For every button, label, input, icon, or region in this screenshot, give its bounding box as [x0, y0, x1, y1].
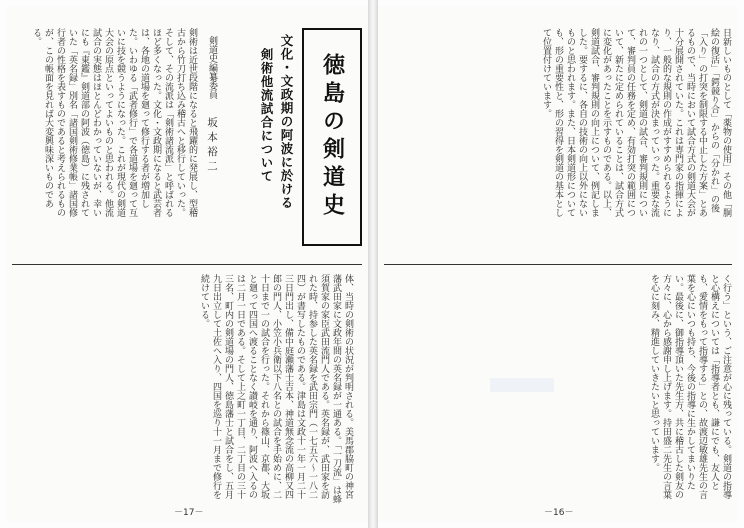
- author-name: 坂本裕二: [206, 117, 218, 175]
- body-paragraph-top: 日新しいものとして「薬物の使用」その他「胴絵の復活」「鍔競り合」からの「分かれ」の後「入り」の打突を制限する中止した方案」とあるもので、当時において試合方式の剣道大会が十分展開されていた。これは専門家の指揮により、一般的な規則の作成がすすめられるようになり、試合の方式が決まっていった。重要な流れの一つとして、剣道の試合、審判規則について、審判員の任務を定め、有効打突の範囲について、新たに定められていることは、試合方式に変化があったことを示すものである。以上、剣道試合、審判規則の向上について、例記しました。要するに、各自の技術の向上以外にないものと思われます。また、日本剣道形についても、形の重要性と、形の習得を剣道の基本として位置付けています。: [541, 28, 731, 217]
- title-box: [302, 28, 362, 246]
- article-subtitle: [228, 34, 296, 224]
- body-paragraph-bottom: く行う」という、ご注意が心に残っている。剣道の指導と心構えについては「指導者とも、謙にでも、友人とも、愛情をもって指導する」との、故渡辺敏雄先生の言葉を心にいつも持ち、今後の指導に生かしてまいりたい。最後に、御指導頂いた先生方、共に稽古した剣友の方々に、心から感謝申し上げます。持田盛二先生の言葉を心に刻み、精進していきたいと思っています。: [649, 274, 731, 499]
- section-divider: [384, 264, 732, 265]
- subtitle-line-2: 剣術他流試合について: [259, 48, 274, 183]
- body-paragraph: 体、当時の剣術の状況が判明される。美馬郡脇町の神宮藩武田家に文政年間の英名録が一通ある。「一刀流」は蜂須賀家の家臣武田流門人である。英名録が、武田家を訪れた時、持参した英名録を武田宗門（一七五六〜一八二四）が書写したものである。津島は文政十一年一月二十三日門出し、備中庭瀬藩士吉本、神道無念流の高柳又四郎の門人、小笠小兵衛以下八名との試合を手始めに、二十日まで一の試合を行った。それから篠山、京都、大坂と廻って四国へ渡ることなく讃岐を通り、阿波へ入るのは二月一日である。そして上之町一丁目、二丁目の三十三名、町内の剣道場の門人、徳島藩士と試合をし、五月九日出立して土佐へ入り、四国を巡り十一月まで修行を続けている。: [199, 274, 353, 504]
- section-divider: [12, 264, 362, 265]
- faint-stamp: [490, 378, 554, 392]
- author-affiliation: 剣道史編纂委員: [207, 36, 217, 99]
- page-number: －17－: [174, 508, 204, 518]
- intro-paragraph: 剣術は近世段階になると飛躍的に発展し、型稽古から竹刀打ち込み稽古へと移行していった。そして、その流派は「剣術諸流派」と呼ばれるほど多くなった。文化・文政期になると武芸者は、各地の道場を廻って修行する者が増加した。いわゆる「武者修行」で各道場を廻って互いに技を競うようになった。これが現代の剣道大会の原点といってよいものと思われる。他流試合の実態はほとんどわかっていないが、幸いにも『東鑑』剣道部の阿波（徳島）に残されていた「英名録」別名「諸国剣術修業帳」諸国修行者の性格を表すものであると考えられるものが、この帳面を見れば大変興味深いものである。: [31, 28, 197, 217]
- subtitle-line-1: 文化・文政期の阿波に於ける: [279, 34, 294, 210]
- right-page: [378, 6, 738, 522]
- section-title: 徳島の剣道史: [319, 53, 345, 221]
- page-number: －16－: [544, 508, 574, 518]
- left-page: [6, 6, 368, 522]
- book-gutter: [368, 0, 378, 528]
- author-line: [202, 36, 220, 222]
